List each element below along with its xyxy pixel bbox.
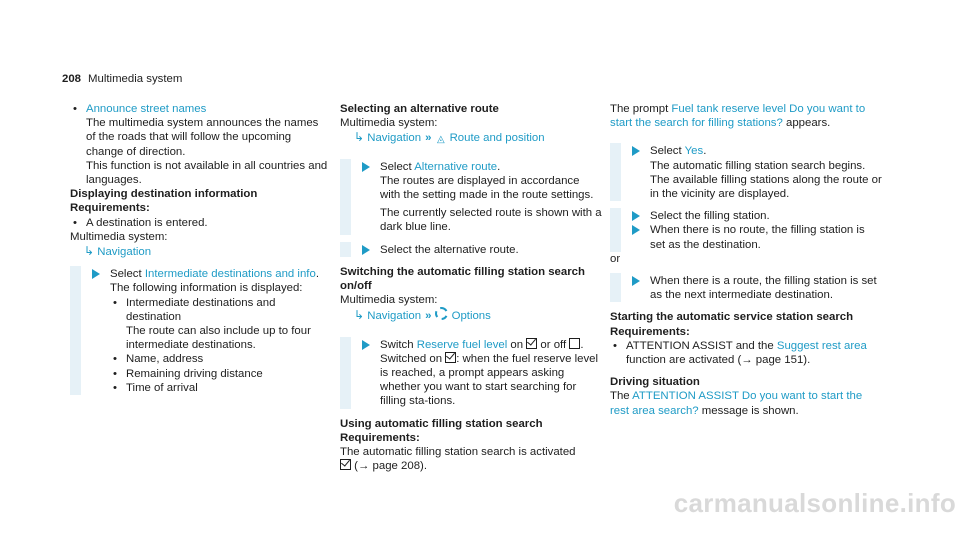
- path-navigation[interactable]: Navigation: [97, 246, 152, 259]
- instruction-step: Select Alternative route. The routes are displayed in accordance with the setting made in the route settings. The currently selected route is shown with a dark blue line.: [340, 160, 602, 235]
- info-item: • Time of arrival: [110, 381, 330, 395]
- instruction-step: When there is a route, the filling station is set as the next intermediate destination.: [610, 274, 882, 302]
- suggest-rest-area-link[interactable]: Suggest rest area: [776, 339, 867, 352]
- step-arrow-icon: [632, 211, 640, 221]
- yes-link[interactable]: Yes: [684, 145, 704, 158]
- info-item-note: The route can also include up to four intermediate destinations.: [126, 325, 311, 352]
- bullet-announce-street-names: [70, 102, 330, 187]
- chevron-right-icon: »: [425, 132, 432, 145]
- section-heading-using-search: Using automatic filling station search: [340, 417, 543, 430]
- step-arrow-icon: [632, 225, 640, 235]
- instruction-step: Select the alternative route.: [340, 243, 602, 257]
- watermark-logo: carmanualsonline.info: [673, 488, 956, 518]
- info-item: • Name, address: [110, 352, 330, 366]
- alternative-route-link[interactable]: Alternative route: [414, 160, 498, 173]
- step-arrow-icon: [632, 276, 640, 286]
- chevron-right-icon: »: [425, 310, 432, 323]
- requirement-item: • A destination is entered.: [70, 216, 330, 230]
- announce-street-names-link[interactable]: • Announce street names: [86, 103, 207, 115]
- requirements-label: Requirements:: [70, 202, 150, 215]
- checkbox-unchecked-icon: [569, 338, 580, 349]
- intermediate-destinations-link[interactable]: Intermediate destinations and info: [144, 268, 316, 281]
- announce-note: This function is not available in all countries and languages.: [86, 159, 328, 187]
- attention-assist-message: ATTENTION ASSIST Do you want to start the rest area search?: [610, 390, 863, 417]
- announce-text: The multimedia system announces the names of the roads that will follow the upcoming change of direction.: [86, 117, 319, 158]
- checkbox-checked-icon: [340, 459, 351, 470]
- instruction-step: Switch Reserve fuel level on or off . Switched on : when the fuel reserve level is reached, a prompt appears asking whether you want to start searching for filling sta-tions.: [340, 338, 602, 409]
- fuel-prompt-text: Fuel tank reserve level Do you want to start the search for filling stations?: [610, 103, 866, 130]
- instruction-step: When there is no route, the filling station is set as the destination.: [610, 223, 882, 251]
- section-heading-service-station: Starting the automatic service station search: [610, 311, 854, 324]
- requirement-item: • ATTENTION ASSIST and the Suggest rest area function are activated (→ page 151).: [610, 339, 882, 367]
- gear-icon: [435, 307, 448, 320]
- instruction-step: Select Intermediate destinations and info. The following information is displayed: • Intermediate destinations and destination The route can also include up to four intermediate destinations. • Name, address • Remaining driving distance • Time of arrival: [70, 267, 330, 395]
- checkbox-checked-icon: [445, 352, 456, 363]
- column-1: [70, 102, 330, 395]
- step-arrow-icon: [362, 245, 370, 255]
- step-arrow-icon: [92, 269, 100, 279]
- route-position-icon: ◬: [437, 134, 445, 146]
- step-arrow-icon: [362, 162, 370, 172]
- path-arrow-icon: ↳: [84, 244, 95, 259]
- section-heading-driving-situation: Driving situation: [610, 376, 700, 389]
- path-arrow-icon: ↳: [354, 130, 365, 145]
- step-arrow-icon: [362, 340, 370, 350]
- menu-path: [70, 244, 330, 259]
- page-header: [62, 72, 182, 86]
- menu-path-2: ↳ Navigation » Options: [354, 308, 491, 323]
- section-heading-filling-station: Switching the automatic filling station search on/off: [340, 265, 585, 293]
- page-number: 208: [62, 73, 82, 85]
- page-reference: (→ page 208).: [354, 460, 427, 473]
- instruction-step: Select the filling station.: [610, 209, 882, 223]
- section-heading-alternative-route: Selecting an alternative route: [340, 103, 499, 115]
- step-arrow-icon: [632, 146, 640, 156]
- column-2: Selecting an alternative route Multimedia system: ↳ Navigation » ◬ Route and position Select Alternative route. The routes are displayed in accordance with the setting made in the route settings. The currently selected route is shown with a dark blue line. Select the alternative route. Switching the automatic filling station search on/off Multimedia system: ↳ Navigation » Options Switch Reserve fuel level on or off . Switched on : when the fuel reserve level is reached, a prompt appears asking whether you want to start searching for filling sta-tions. Using automatic filling station search Requirements: The automatic filling station search is activated (→ page 208).: [340, 103, 602, 473]
- info-item: • Intermediate destinations and destination: [110, 296, 330, 324]
- path-arrow-icon: ↳: [354, 308, 365, 323]
- page-header-title: Multimedia system: [88, 73, 183, 85]
- info-item: • Remaining driving distance: [110, 367, 330, 381]
- instruction-step: Select Yes. The automatic filling station search begins. The available filling stations along the route or in the vicinity are displayed.: [610, 144, 882, 201]
- column-3: The prompt Fuel tank reserve level Do you want to start the search for filling stations? appears. Select Yes. The automatic filling station search begins. The available filling stations along the route or in the vicinity are displayed. Select the filling station. When there is no route, the filling station is set as the destination. or When there is a route, the filling station is set as the next intermediate destination. Starting the automatic service station search Requirements: • ATTENTION ASSIST and the Suggest rest area function are activated (→ page 151). Driving situation The ATTENTION ASSIST Do you want to start the rest area search? message is shown.: [610, 102, 882, 418]
- checkbox-checked-icon: [526, 338, 537, 349]
- multimedia-system-label: Multimedia system:: [70, 230, 168, 243]
- section-heading-destination-info: Displaying destination information: [70, 188, 258, 201]
- menu-path-1: ↳ Navigation » ◬ Route and position: [354, 130, 545, 146]
- reserve-fuel-level-link[interactable]: Reserve fuel level: [416, 338, 508, 351]
